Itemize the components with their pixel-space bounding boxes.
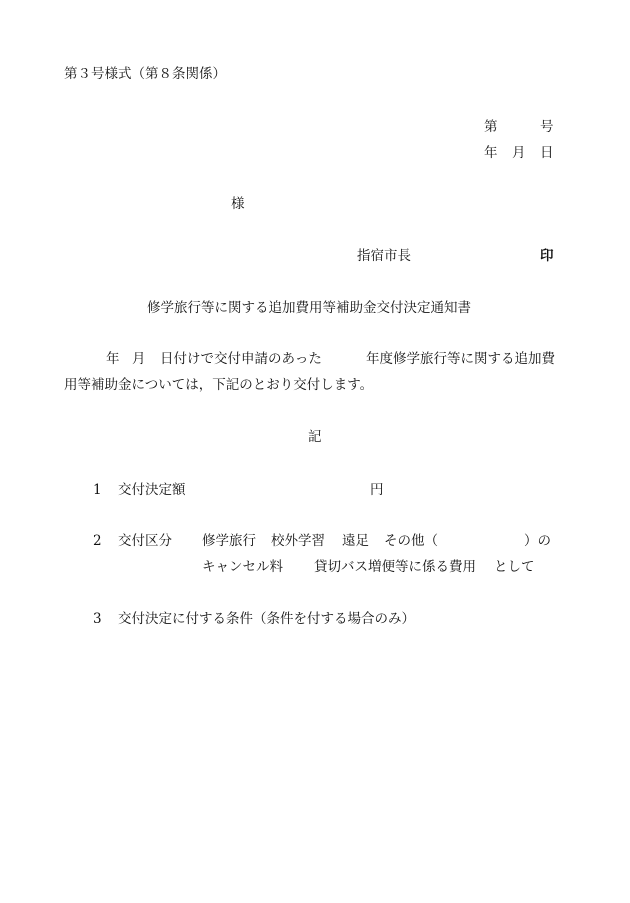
date-day: 日 [540,145,554,161]
item-number: 1 [93,482,102,498]
option-other-close: ）の [524,533,551,549]
document-title: 修学旅行等に関する追加費用等補助金交付決定通知書 [147,300,471,316]
seal-mark: 印 [540,248,554,264]
yen-unit: 円 [370,482,384,498]
item-number: 2 [93,533,102,549]
option-school-trip: 修学旅行 [202,533,256,549]
body-month: 月 [132,351,146,367]
date-year: 年 [484,145,498,161]
option-outdoor-study: 校外学習 [271,533,325,549]
doc-number-suffix: 号 [540,119,554,135]
item-label: 交付決定額 [118,482,186,498]
item-label: 交付区分 [118,533,172,549]
date-month: 月 [512,145,526,161]
option-cancellation-fee: キャンセル料 [202,559,283,575]
body-line-2: 用等補助金については，下記のとおり交付します。 [64,377,374,393]
body-fiscal-year-text: 年度修学旅行等に関する追加費 [366,351,555,367]
recipient-suffix: 様 [231,196,245,212]
item-number: 3 [93,611,102,627]
option-excursion: 遠足 [342,533,369,549]
ki-heading: 記 [308,429,322,445]
option-other-open: その他（ [384,533,438,549]
issuer-name: 指宿市長 [357,248,411,264]
body-year: 年 [106,351,120,367]
doc-number-prefix: 第 [484,119,498,135]
form-number: 第３号様式（第８条関係） [64,66,226,82]
option-as-suffix: として [494,559,535,575]
body-day-text: 日付けで交付申請のあった [160,351,322,367]
item-label: 交付決定に付する条件（条件を付する場合のみ） [118,611,415,627]
option-charter-bus-cost: 貸切バス増便等に係る費用 [314,559,476,575]
